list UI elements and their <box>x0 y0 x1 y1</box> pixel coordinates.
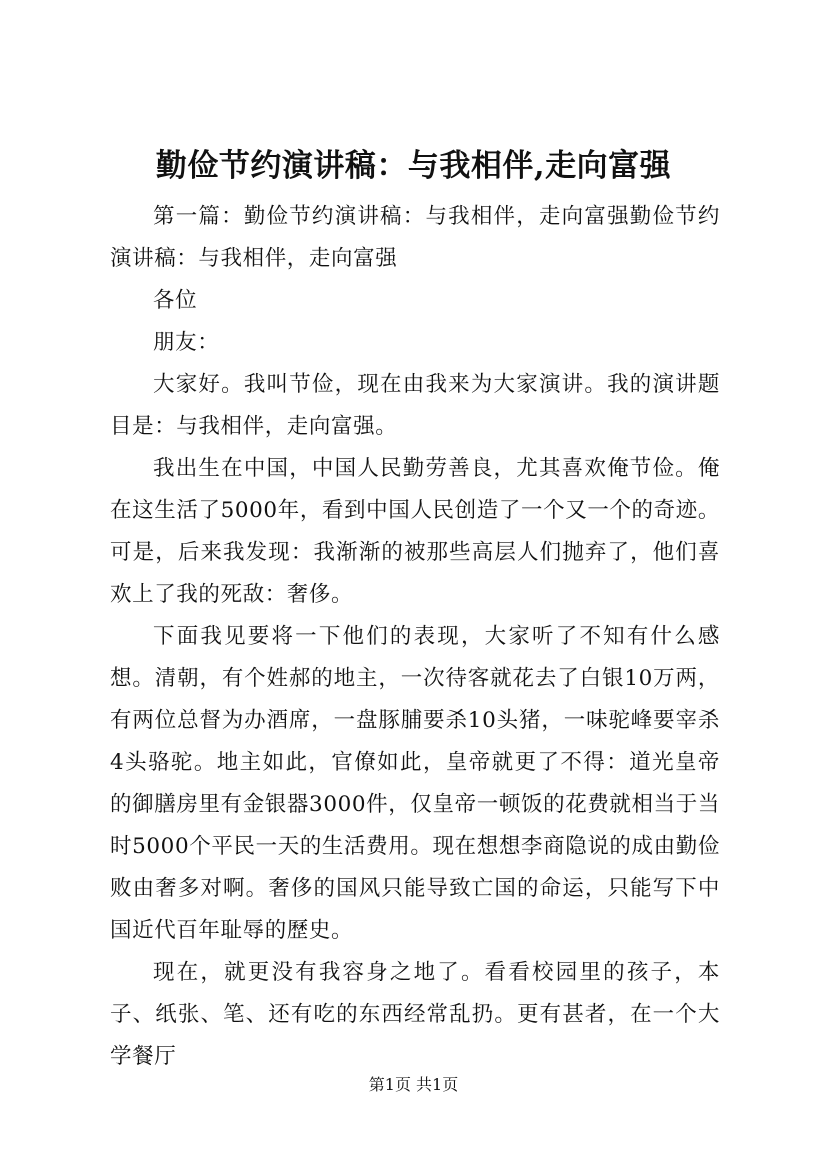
paragraph-salutation: 各位 <box>153 288 198 313</box>
document-body <box>110 196 720 1078</box>
document-title: 勤俭节约演讲稿：与我相伴,走向富强 <box>155 148 672 184</box>
paragraph-examples: 下面我见要将一下他们的表现，大家听了不知有什么感想。清朝，有个姓郝的地主，一次待客就花去了白银10万两，有两位总督为办酒席，一盘豚脯要杀10头猪，一味驼峰要宰杀4头骆驼。地主如此，官僚如此，皇帝就更了不得：道光皇帝的御膳房里有金银器3000件，仅皇帝一顿饭的花费就相当于当时5000个平民一天的生活费用。现在想想李商隐说的成由勤俭败由奢多对啊。奢侈的国风只能导致亡国的命运，只能写下中国近代百年耻辱的歷史。 <box>110 624 720 943</box>
paragraph-intro: 第一篇：勤俭节约演讲稿：与我相伴，走向富强勤俭节约演讲稿：与我相伴，走向富强 <box>110 204 720 271</box>
paragraph-friends: 朋友： <box>153 330 220 355</box>
paragraph-greeting: 大家好。我叫节俭，现在由我来为大家演讲。我的演讲题目是：与我相伴，走向富强。 <box>110 372 720 439</box>
paragraph-present: 现在，就更没有我容身之地了。看看校园里的孩子，本子、纸张、笔、还有吃的东西经常乱扔。更有甚者，在一个大学餐厅 <box>110 960 720 1069</box>
page-footer: 第1页 共1页 <box>368 1075 459 1094</box>
paragraph-history: 我出生在中国，中国人民勤劳善良，尤其喜欢俺节俭。俺在这生活了5000年，看到中国人民创造了一个又一个的奇迹。可是，后来我发现：我渐渐的被那些高层人们抛弃了，他们喜欢上了我的死敌：奢侈。 <box>110 456 720 607</box>
